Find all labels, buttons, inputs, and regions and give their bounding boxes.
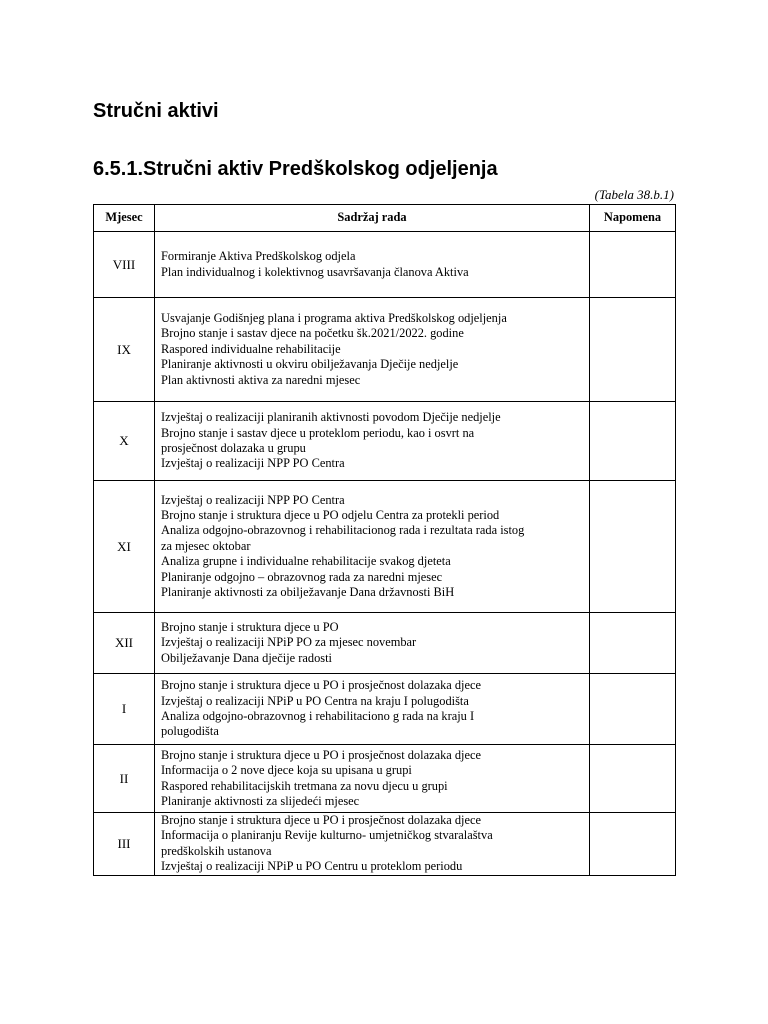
content-line: Brojno stanje i struktura djece u PO (161, 619, 339, 634)
table-row (94, 232, 676, 298)
content-line: Izvještaj o realizaciji NPiP u PO Centru u proteklom periodu (161, 859, 463, 874)
content-line: Izvještaj o realizaciji NPP PO Centra (161, 456, 345, 471)
note-cell (590, 674, 676, 745)
work-plan-table (93, 204, 676, 876)
content-line: Planiranje aktivnosti u okviru obilježavanja Dječije nedjelje (161, 357, 459, 372)
content-line: Analiza grupne i individualne rehabilitacije svakog djeteta (161, 554, 451, 569)
month-cell: XII (94, 613, 155, 674)
header-month: Mjesec (94, 205, 155, 232)
note-cell (590, 613, 676, 674)
table-row (94, 813, 676, 876)
header-note: Napomena (590, 205, 676, 232)
table-caption: (Tabela 38.b.1) (594, 187, 674, 202)
table-row (94, 402, 676, 481)
section-heading: Stručni aktivi (93, 100, 219, 122)
content-line: Informacija o 2 nove djece koja su upisana u grupi (161, 763, 412, 778)
content-line: Plan aktivnosti aktiva za naredni mjesec (161, 372, 361, 387)
content-line: Informacija o planiranju Revije kulturno- umjetničkog stvaralaštva predškolskih ustanova (161, 828, 493, 858)
month-cell: II (94, 745, 155, 813)
content-cell (155, 402, 590, 481)
content-line: Obilježavanje Dana dječije radosti (161, 650, 332, 665)
table-row (94, 674, 676, 745)
month-cell: IX (94, 298, 155, 402)
table-body (94, 232, 676, 876)
month-cell: XI (94, 481, 155, 613)
content-line: Brojno stanje i struktura djece u PO i prosječnost dolazaka djece (161, 813, 481, 827)
content-cell (155, 813, 590, 876)
content-line: Izvještaj o realizaciji NPiP PO za mjesec novembar (161, 635, 417, 650)
content-line: Planiranje aktivnosti za obilježavanje Dana državnosti BiH (161, 585, 455, 600)
table-row (94, 481, 676, 613)
content-cell (155, 481, 590, 613)
month-cell: III (94, 813, 155, 876)
subsection-heading: 6.5.1.Stručni aktiv Predškolskog odjeljenja (93, 158, 498, 180)
table-row (94, 745, 676, 813)
content-cell (155, 745, 590, 813)
content-cell (155, 674, 590, 745)
note-cell (590, 232, 676, 298)
content-line: Brojno stanje i sastav djece na početku šk.2021/2022. godine (161, 326, 464, 341)
content-line: Usvajanje Godišnjeg plana i programa aktiva Predškolskog odjeljenja (161, 310, 507, 325)
table-header-row (94, 205, 676, 232)
month-cell: I (94, 674, 155, 745)
note-cell (590, 745, 676, 813)
content-cell (155, 613, 590, 674)
content-line: Brojno stanje i sastav djece u proteklom periodu, kao i osvrt na prosječnost dolazaka u grupu (161, 425, 475, 455)
content-cell (155, 232, 590, 298)
content-line: Brojno stanje i struktura djece u PO i prosječnost dolazaka djece (161, 747, 481, 762)
note-cell (590, 298, 676, 402)
month-cell: VIII (94, 232, 155, 298)
content-line: Formiranje Aktiva Predškolskog odjela (161, 249, 356, 264)
content-line: Izvještaj o realizaciji NPiP u PO Centra na kraju I polugodišta (161, 693, 469, 708)
note-cell (590, 402, 676, 481)
content-line: Analiza odgojno-obrazovnog i rehabilitacionog rada i rezultata rada istog za mjesec oktobar (161, 523, 525, 553)
note-cell (590, 481, 676, 613)
content-line: Raspored individualne rehabilitacije (161, 341, 341, 356)
content-line: Planiranje aktivnosti za slijedeći mjesec (161, 793, 360, 808)
content-line: Raspored rehabilitacijskih tretmana za novu djecu u grupi (161, 778, 448, 793)
content-line: Analiza odgojno-obrazovnog i rehabilitaciono g rada na kraju I polugodišta (161, 709, 475, 739)
content-line: Brojno stanje i struktura djece u PO odjelu Centra za protekli period (161, 507, 500, 522)
content-line: Izvještaj o realizaciji NPP PO Centra (161, 492, 345, 507)
note-cell (590, 813, 676, 876)
month-cell: X (94, 402, 155, 481)
table-row (94, 298, 676, 402)
content-line: Brojno stanje i struktura djece u PO i prosječnost dolazaka djece (161, 678, 481, 693)
table-row (94, 613, 676, 674)
content-cell (155, 298, 590, 402)
content-line: Izvještaj o realizaciji planiranih aktivnosti povodom Dječije nedjelje (161, 410, 501, 425)
content-line: Plan individualnog i kolektivnog usavršavanja članova Aktiva (161, 264, 469, 279)
content-line: Planiranje odgojno – obrazovnog rada za naredni mjesec (161, 569, 443, 584)
header-content: Sadržaj rada (155, 205, 590, 232)
